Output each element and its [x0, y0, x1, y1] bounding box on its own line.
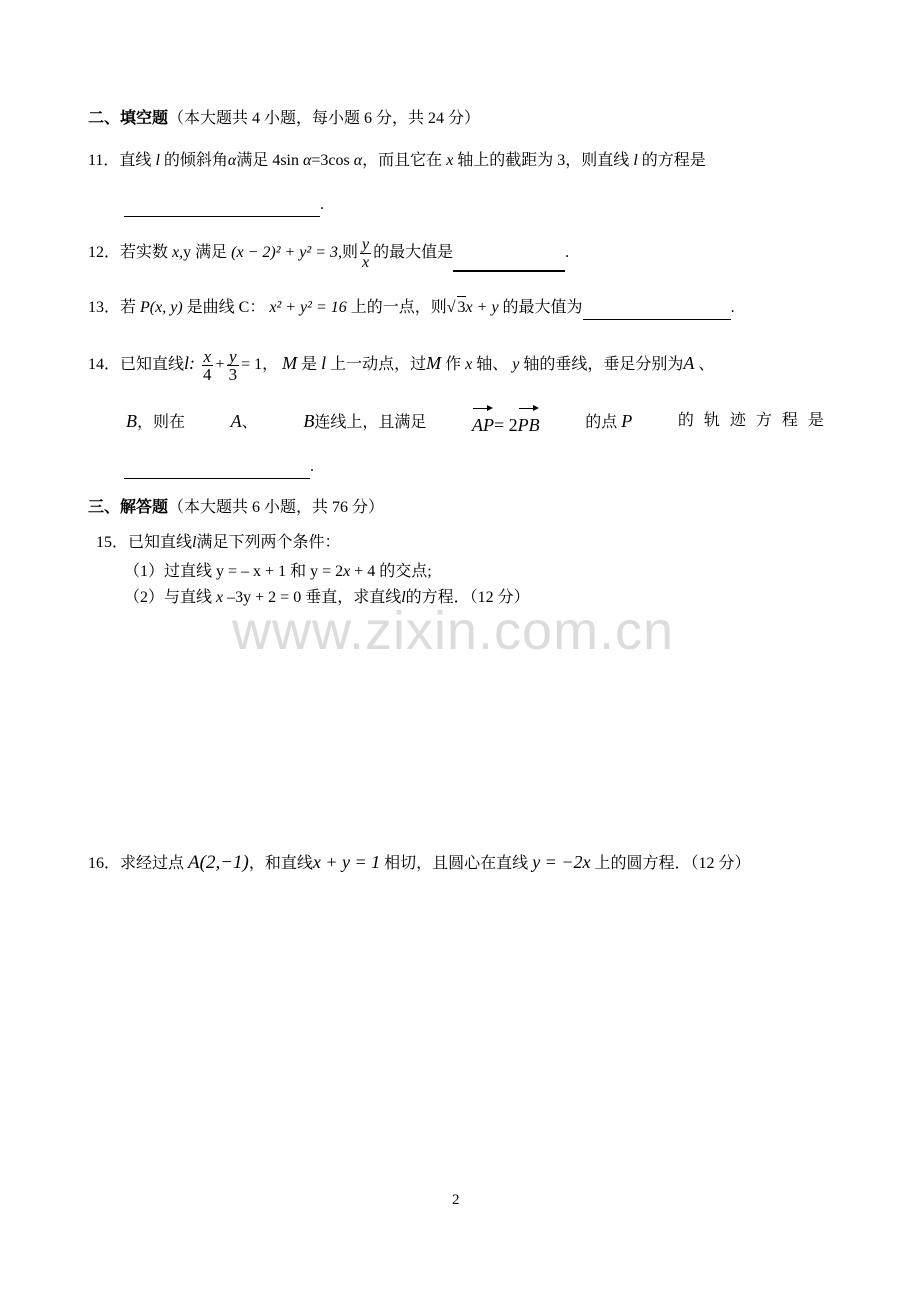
question-16-text: 上的圆方程．（12 分）	[594, 855, 751, 872]
question-11-text: 的倾斜角	[163, 152, 228, 169]
vector-PB: PB	[518, 406, 540, 440]
fraction-denominator: 3	[228, 364, 238, 384]
question-14-segment	[126, 406, 185, 440]
condition-text: 过直线 y = – x + 1 和 y = 2	[164, 563, 344, 580]
question-16-text: 求经过点	[120, 855, 185, 872]
question-14-number: 14．	[88, 356, 121, 373]
var-y: y	[183, 244, 192, 262]
var-l: l:	[184, 353, 196, 373]
vector-AP: AP	[472, 406, 494, 440]
vector-equals: = 2	[493, 415, 518, 435]
question-13-number: 13．	[88, 299, 121, 316]
point-A: A(2,−1)	[188, 852, 249, 873]
section-2-note: （本大题共 4 小题，每小题 6 分，共 24 分）	[168, 110, 481, 127]
question-16-text: ，和直线	[248, 855, 313, 872]
var-l: l	[192, 534, 197, 551]
fraction-denominator: x	[362, 254, 370, 271]
question-15	[96, 532, 341, 554]
question-15-text: 满足下列两个条件：	[196, 534, 341, 551]
condition-text: –3y + 2 = 0 垂直，求直线	[227, 589, 402, 606]
fraction-numerator: y	[362, 236, 370, 253]
question-13-text: 是曲线 C：	[186, 299, 266, 316]
question-13-text: 的最大值为	[502, 299, 583, 316]
fraction-x-over-4	[201, 348, 214, 383]
question-14-text: 轴的垂线，垂足分别为	[523, 356, 684, 373]
question-13-text: 若	[120, 299, 137, 316]
question-12-text: 满足	[195, 244, 228, 262]
question-14-text: 轴、	[476, 356, 509, 373]
watermark: www.zixin.com.cn	[232, 601, 675, 661]
question-16-text: 相切，且圆心在直线	[384, 855, 529, 872]
answer-blank[interactable]	[453, 236, 565, 272]
question-12-number: 12．	[88, 244, 121, 262]
var-x: x	[343, 563, 351, 580]
question-14-text: 、	[241, 414, 258, 431]
var-B: B	[303, 411, 315, 431]
question-14-text: 作	[445, 356, 462, 373]
section-3-title: 三、解答题	[88, 499, 169, 516]
var-A: A	[230, 411, 242, 431]
fraction-y-over-3	[227, 348, 240, 383]
question-13-end: .	[730, 299, 735, 316]
question-14-text: 是	[301, 356, 318, 373]
question-16-number: 16．	[88, 855, 121, 872]
sqrt-radicand: 3	[457, 296, 466, 319]
var-x: x,	[172, 244, 184, 262]
question-15-number: 15．	[96, 534, 129, 551]
condition-label: （1）	[124, 563, 165, 580]
question-14-answer-line	[124, 456, 314, 479]
section-2-title: 二、填空题	[88, 110, 169, 127]
equals-one: = 1，	[241, 356, 279, 373]
condition-text: 的方程．（12 分）	[405, 589, 530, 606]
fraction-numerator: x	[203, 346, 212, 366]
var-alpha: α	[353, 152, 363, 169]
question-14-segment	[303, 406, 426, 440]
section-3-heading	[88, 497, 384, 519]
fraction-denominator: 4	[203, 364, 212, 384]
question-11-text: 直线	[119, 152, 152, 169]
plus-sign: +	[215, 356, 225, 373]
question-14-segment	[585, 406, 632, 440]
var-B: B	[126, 411, 137, 431]
question-12-end: .	[565, 244, 570, 262]
question-11-end: .	[320, 196, 324, 213]
question-11-text: =3cos	[311, 152, 350, 169]
question-14-text: 的点	[585, 414, 618, 431]
var-y: y	[512, 356, 520, 373]
var-x: x	[446, 152, 454, 169]
circle-equation: (x − 2)² + y² = 3,	[231, 244, 342, 262]
question-14-text: ，则在	[137, 414, 186, 431]
question-11-text: 满足 4sin	[236, 152, 299, 169]
answer-blank[interactable]	[583, 297, 731, 320]
tangent-line-equation: x + y = 1	[312, 852, 381, 872]
var-x: x	[216, 589, 224, 606]
question-14	[88, 344, 714, 384]
var-M: M	[282, 353, 298, 373]
var-alpha: α	[303, 152, 312, 169]
question-14-segment	[231, 406, 258, 440]
condition-text: + 4 的交点;	[354, 563, 432, 580]
question-14-text: 上一动点，过	[330, 356, 427, 373]
question-12-text: 若实数	[120, 244, 169, 262]
question-15-text: 已知直线	[128, 534, 193, 551]
question-11	[88, 150, 706, 172]
question-14-text: 连线上，且满足	[314, 414, 427, 431]
var-l: l	[155, 152, 160, 169]
condition-text: 与直线	[164, 589, 213, 606]
answer-blank[interactable]	[124, 456, 310, 479]
center-line-equation: y = −2x	[532, 852, 591, 872]
question-14-text: 已知直线	[120, 356, 185, 373]
page-number: 2	[452, 1192, 460, 1208]
vector-equation	[472, 406, 540, 440]
question-11-text: 的方程是	[641, 152, 706, 169]
question-12-text: 的最大值是	[373, 244, 454, 262]
answer-blank[interactable]	[124, 194, 320, 217]
point-P: P(x, y)	[140, 299, 183, 316]
separator: 、	[698, 356, 715, 373]
var-l: l	[633, 152, 638, 169]
question-12	[88, 236, 569, 272]
sqrt-symbol: √	[446, 299, 456, 316]
question-15-condition-1	[124, 561, 432, 583]
var-l: l	[401, 589, 406, 606]
var-l: l	[321, 353, 327, 373]
var-alpha: α	[227, 152, 237, 169]
var-x: x	[465, 356, 473, 373]
section-2-heading	[88, 108, 480, 130]
expression: x + y	[465, 299, 499, 316]
fraction-numerator: y	[229, 346, 237, 366]
question-14-text: 的轨迹方程是	[677, 412, 834, 429]
question-11-answer-line	[124, 194, 324, 217]
var-A: A	[683, 353, 695, 373]
condition-label: （2）	[124, 589, 165, 606]
curve-equation: x² + y² = 16	[269, 299, 347, 316]
question-11-text: 轴上的截距为 3，则直线	[457, 152, 630, 169]
question-12-text: 则	[342, 244, 359, 262]
question-11-text: ，而且它在	[362, 152, 443, 169]
question-13-text: 上的一点，则	[350, 299, 447, 316]
var-P: P	[621, 411, 633, 431]
question-14-line-2	[126, 406, 834, 440]
question-11-number: 11．	[88, 152, 120, 169]
var-M: M	[426, 353, 442, 373]
section-3-note: （本大题共 6 小题，共 76 分）	[168, 499, 385, 516]
fraction-y-over-x	[360, 236, 371, 271]
question-13	[88, 296, 735, 320]
question-14-end: .	[310, 458, 314, 475]
question-16	[88, 849, 750, 877]
